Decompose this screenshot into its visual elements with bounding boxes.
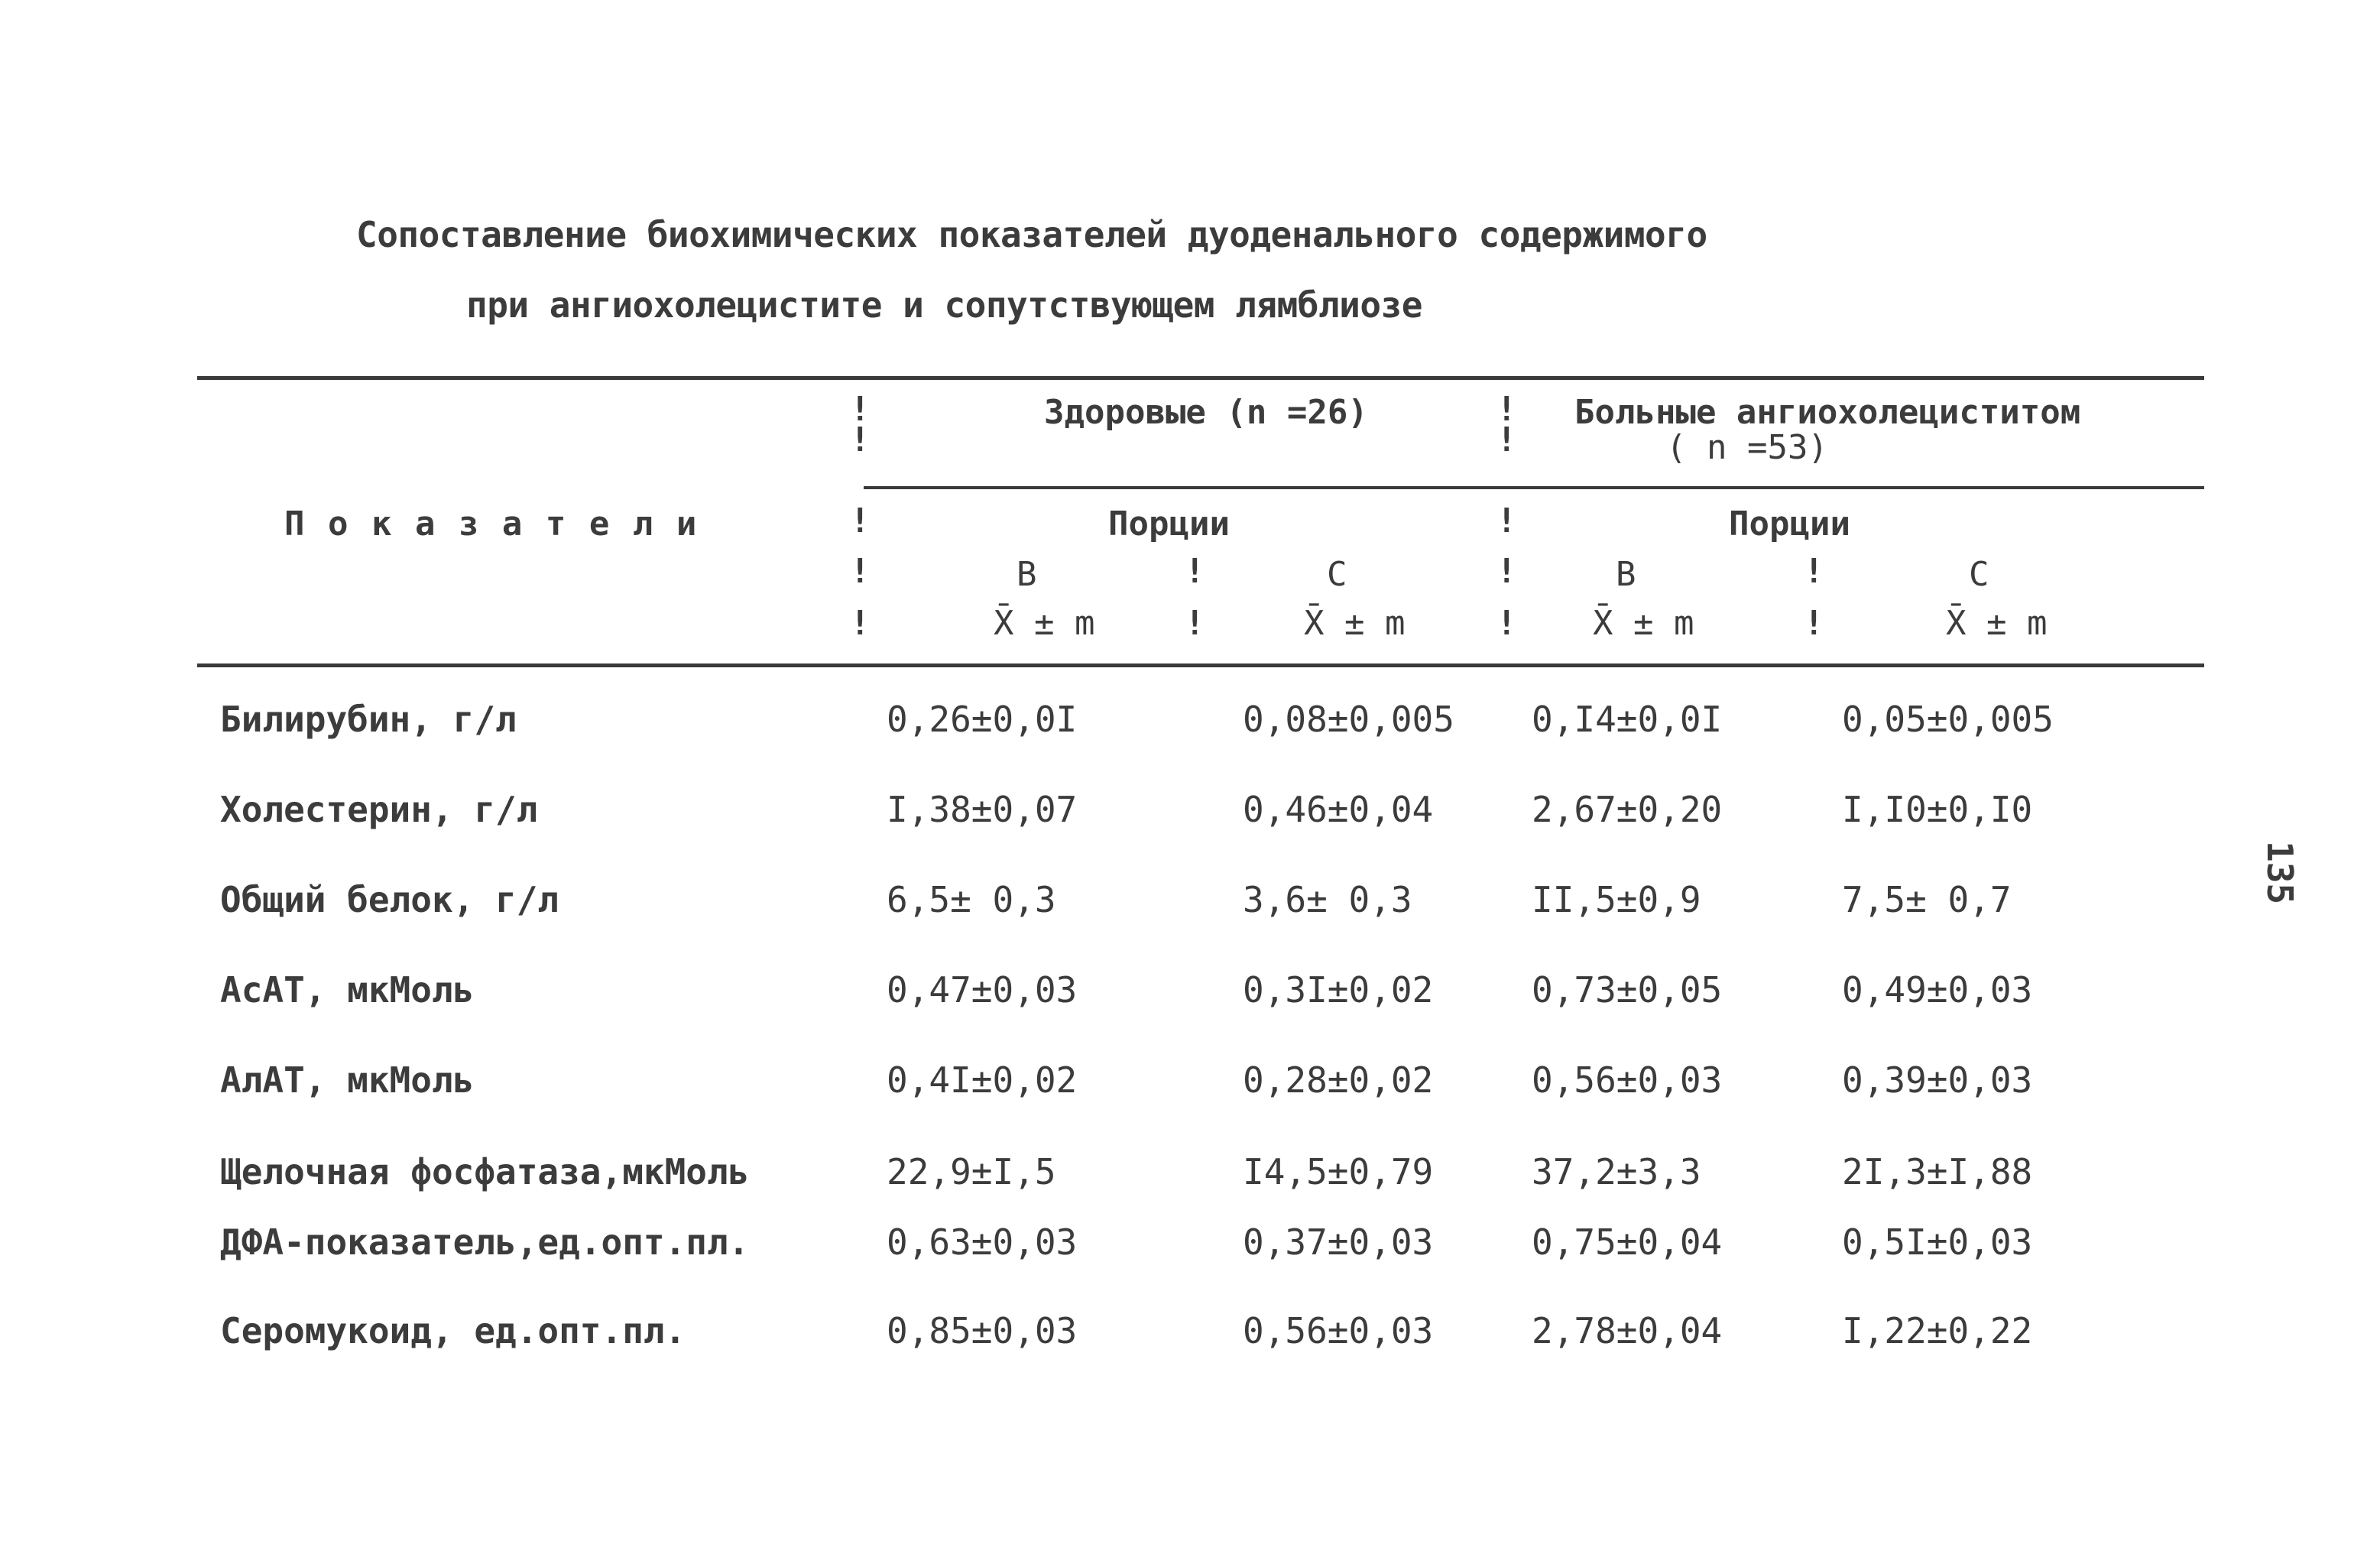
table-cell: 0,39±0,03	[1842, 1059, 2033, 1101]
table-top-rule	[197, 376, 2204, 380]
table-cell: 0,4I±0,02	[887, 1059, 1078, 1101]
table-cell: 0,37±0,03	[1243, 1221, 1434, 1263]
patients-group-header: Больные ангиохолециститом	[1574, 393, 2081, 432]
separator: !	[1804, 552, 1824, 591]
table-cell: 0,47±0,03	[887, 969, 1078, 1011]
patients-b-stat-label: X̄ ± m	[1593, 604, 1694, 643]
table-cell: 0,49±0,03	[1842, 969, 2033, 1011]
table-cell: 0,63±0,03	[887, 1221, 1078, 1263]
table-cell: 0,46±0,04	[1243, 789, 1434, 830]
table-cell: 0,5I±0,03	[1842, 1221, 2033, 1263]
healthy-portion-b: B	[1017, 555, 1037, 594]
healthy-c-stat-label: X̄ ± m	[1304, 604, 1406, 643]
row-label-alat: АлАТ, мкМоль	[220, 1059, 475, 1101]
table-cell: II,5±0,9	[1532, 879, 1701, 920]
table-cell: 0,56±0,03	[1532, 1059, 1723, 1101]
table-title-line-2: при ангиохолецистите и сопутствующем лямблиозе	[466, 284, 1422, 326]
separator: !	[1496, 420, 1517, 459]
separator: !	[1496, 501, 1517, 540]
table-cell: 0,73±0,05	[1532, 969, 1723, 1011]
row-label-bilirubin: Билирубин, г/л	[220, 699, 517, 740]
table-cell: 2I,3±I,88	[1842, 1151, 2033, 1192]
indicators-header: П о к а з а т е л и	[284, 504, 699, 543]
separator: !	[850, 390, 871, 429]
table-cell: 0,26±0,0I	[887, 699, 1078, 740]
table-cell: 2,78±0,04	[1532, 1310, 1723, 1351]
table-cell: I,38±0,07	[887, 789, 1078, 830]
patients-portions-header: Порции	[1729, 504, 1850, 543]
row-label-alkaline-phosphatase: Щелочная фосфатаза,мкМоль	[220, 1151, 750, 1192]
row-label-seromucoid: Серомукоид, ед.опт.пл.	[220, 1310, 686, 1351]
table-cell: 7,5± 0,7	[1842, 879, 2012, 920]
table-cell: 2,67±0,20	[1532, 789, 1723, 830]
table-cell: 6,5± 0,3	[887, 879, 1056, 920]
healthy-portion-c: C	[1327, 555, 1347, 594]
table-cell: 0,3I±0,02	[1243, 969, 1434, 1011]
separator: !	[850, 420, 871, 459]
row-label-total-protein: Общий белок, г/л	[220, 879, 559, 920]
table-header-bottom-rule	[197, 663, 2204, 667]
table-cell: 22,9±I,5	[887, 1151, 1056, 1192]
separator: !	[1496, 604, 1517, 643]
table-cell: 0,I4±0,0I	[1532, 699, 1723, 740]
table-cell: I,I0±0,I0	[1842, 789, 2033, 830]
table-cell: 0,75±0,04	[1532, 1221, 1723, 1263]
row-label-dpa-index: ДФА-показатель,ед.опт.пл.	[220, 1221, 750, 1263]
table-title-line-1: Сопоставление биохимических показателей дуоденального содержимого	[356, 214, 1707, 255]
patients-c-stat-label: X̄ ± m	[1946, 604, 2048, 643]
table-cell: 0,85±0,03	[887, 1310, 1078, 1351]
table-cell: 0,28±0,02	[1243, 1059, 1434, 1101]
separator: !	[850, 552, 871, 591]
healthy-group-header: Здоровые (n =26)	[1044, 393, 1368, 432]
table-cell: I,22±0,22	[1842, 1310, 2033, 1351]
page-number: 135	[2259, 841, 2301, 905]
row-label-asat: АсАТ, мкМоль	[220, 969, 475, 1011]
separator: !	[1185, 552, 1205, 591]
table-cell: 0,05±0,005	[1842, 699, 2054, 740]
patients-group-count: ( n =53)	[1666, 428, 1828, 467]
table-header-rule	[864, 486, 2204, 489]
separator: !	[1804, 604, 1824, 643]
table-cell: 0,08±0,005	[1243, 699, 1454, 740]
healthy-portions-header: Порции	[1108, 504, 1230, 543]
table-cell: I4,5±0,79	[1243, 1151, 1434, 1192]
separator: !	[850, 604, 871, 643]
separator: !	[1496, 552, 1517, 591]
separator: !	[1496, 390, 1517, 429]
healthy-b-stat-label: X̄ ± m	[994, 604, 1095, 643]
separator: !	[1185, 604, 1205, 643]
separator: !	[850, 501, 871, 540]
table-cell: 37,2±3,3	[1532, 1151, 1701, 1192]
patients-portion-c: C	[1969, 555, 1989, 594]
table-cell: 3,6± 0,3	[1243, 879, 1412, 920]
row-label-cholesterol: Холестерин, г/л	[220, 789, 538, 830]
patients-portion-b: B	[1616, 555, 1636, 594]
table-cell: 0,56±0,03	[1243, 1310, 1434, 1351]
